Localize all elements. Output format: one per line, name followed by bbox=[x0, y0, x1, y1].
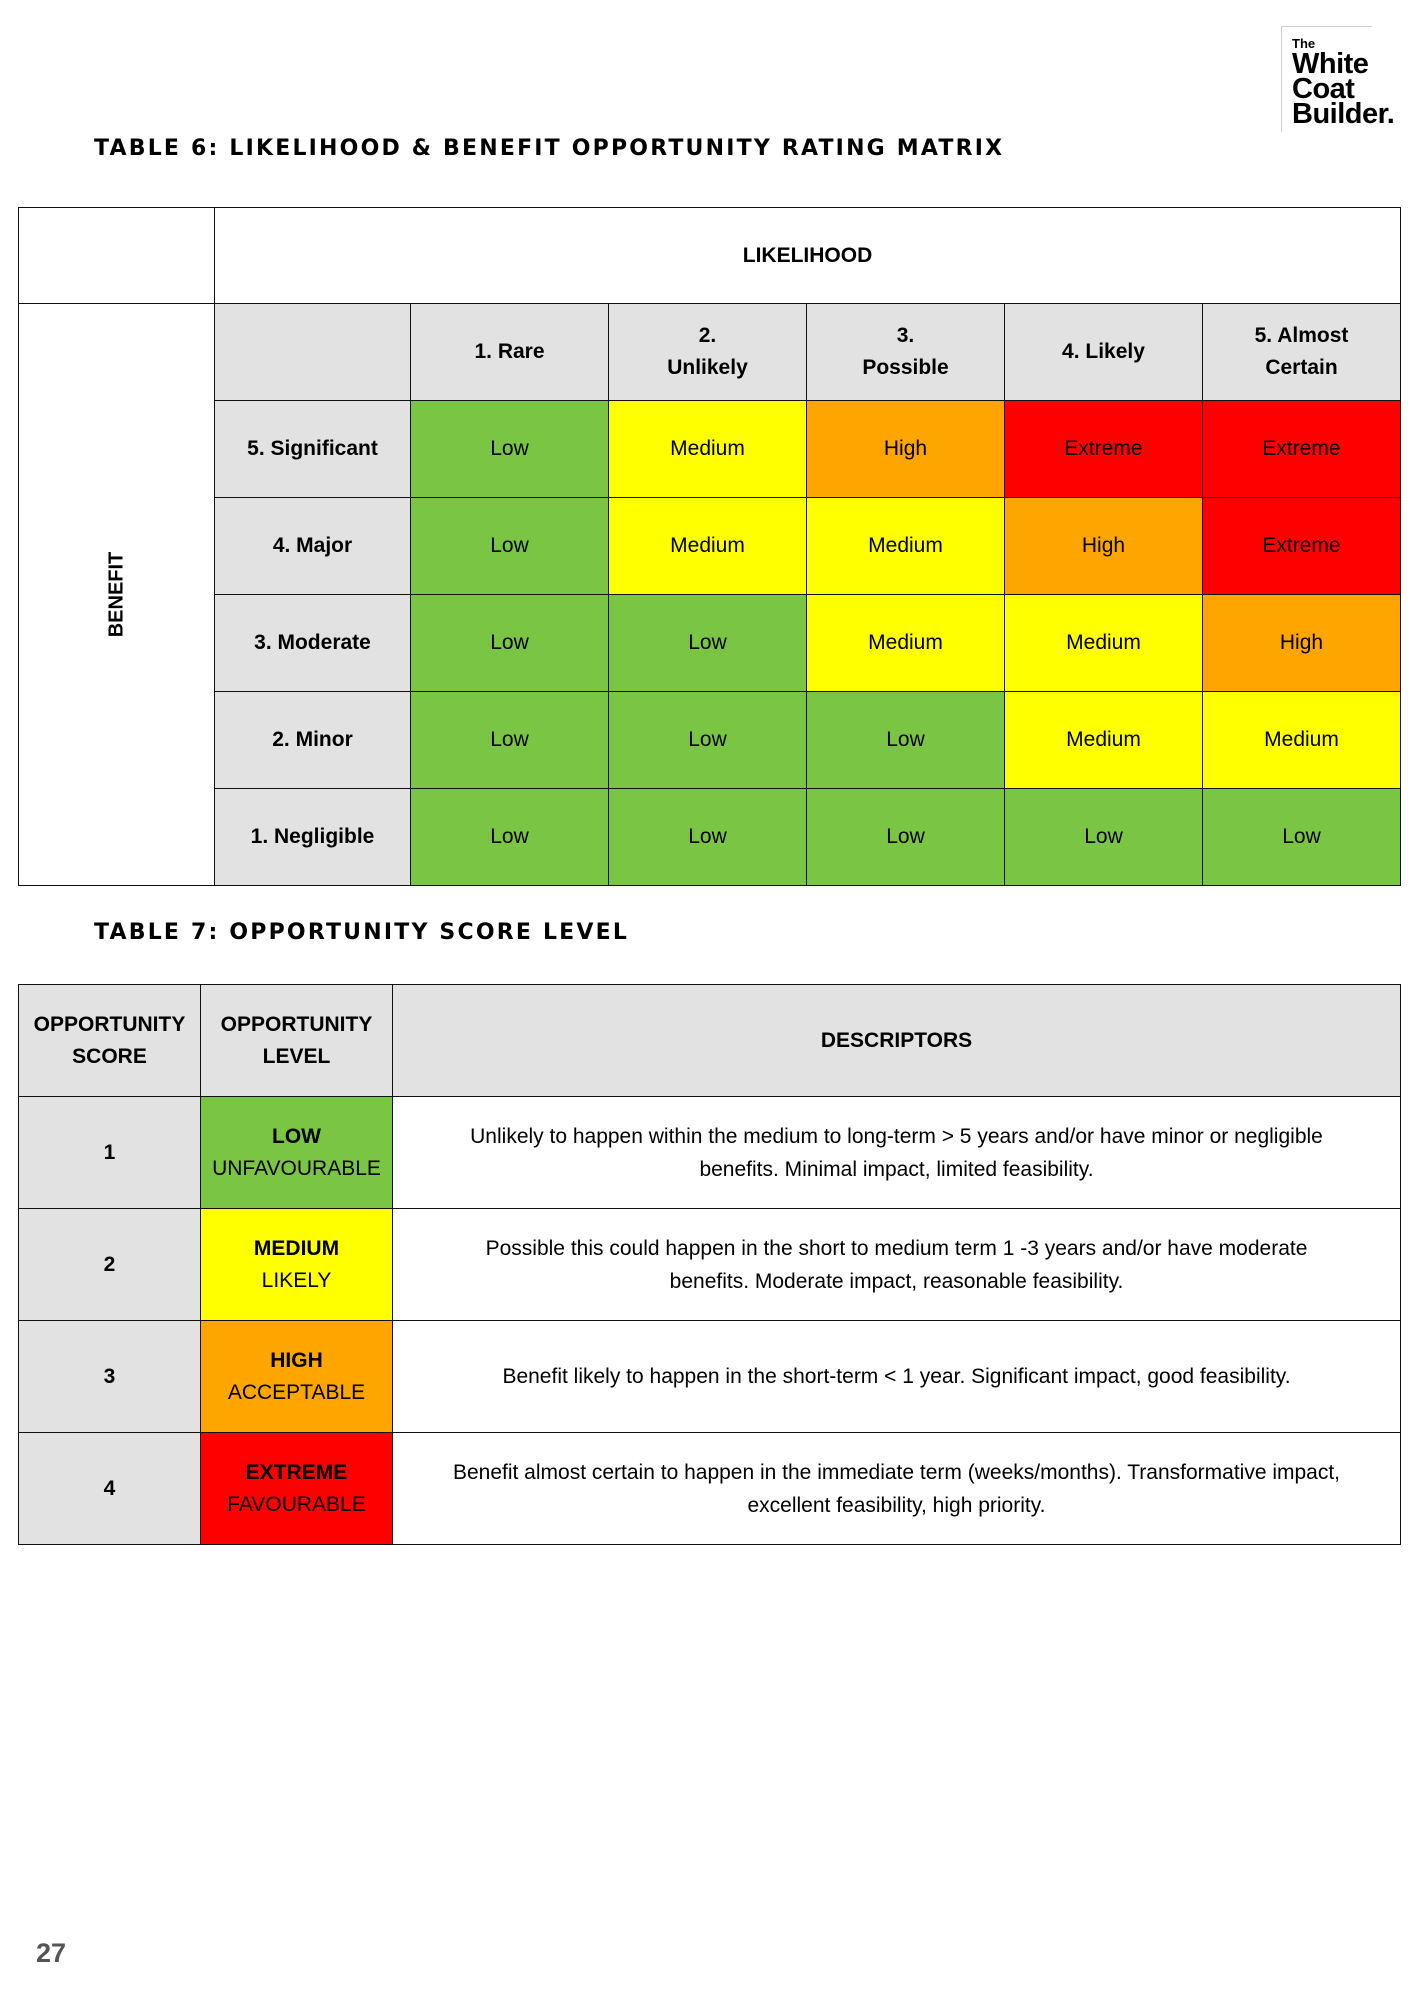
row-header-minor: 2. Minor bbox=[215, 692, 411, 789]
rating-matrix-table bbox=[18, 207, 1401, 886]
logo-line-2: Coat bbox=[1292, 73, 1355, 105]
matrix-cell: Low bbox=[411, 498, 609, 595]
level-header: OPPORTUNITY LEVEL bbox=[201, 985, 393, 1097]
matrix-cell: Medium bbox=[807, 498, 1005, 595]
level-cell-extreme: EXTREME FAVOURABLE bbox=[201, 1433, 393, 1545]
matrix-cell: High bbox=[1005, 498, 1203, 595]
matrix-cell: Medium bbox=[1203, 692, 1401, 789]
table-row bbox=[19, 1209, 1401, 1321]
matrix-cell: Low bbox=[807, 692, 1005, 789]
matrix-cell: Low bbox=[609, 692, 807, 789]
matrix-subcorner bbox=[215, 304, 411, 401]
matrix-cell: Extreme bbox=[1005, 401, 1203, 498]
matrix-cell: Extreme bbox=[1203, 401, 1401, 498]
logo-line-1: White bbox=[1292, 48, 1369, 80]
opportunity-score-table bbox=[18, 984, 1401, 1545]
descriptor-cell: Unlikely to happen within the medium to long-term > 5 years and/or have minor or negligible benefits. Minimal impact, limited feasibility. bbox=[393, 1097, 1401, 1209]
matrix-cell: Low bbox=[609, 789, 807, 886]
descriptor-cell: Benefit almost certain to happen in the immediate term (weeks/months). Transformative impact, excellent feasibility, high priority. bbox=[393, 1433, 1401, 1545]
descriptor-cell: Possible this could happen in the short to medium term 1 -3 years and/or have moderate benefits. Moderate impact, reasonable feasibility. bbox=[393, 1209, 1401, 1321]
table6-title: TABLE 6: LIKELIHOOD & BENEFIT OPPORTUNITY RATING MATRIX bbox=[94, 136, 1005, 161]
col-header-almost-certain: 5. Almost Certain bbox=[1203, 304, 1401, 401]
brand-logo bbox=[1281, 26, 1402, 132]
matrix-corner bbox=[19, 208, 215, 304]
matrix-cell: Low bbox=[1203, 789, 1401, 886]
table-row bbox=[19, 1097, 1401, 1209]
matrix-cell: Medium bbox=[807, 595, 1005, 692]
level-cell-medium: MEDIUM LIKELY bbox=[201, 1209, 393, 1321]
score-cell: 1 bbox=[19, 1097, 201, 1209]
logo-line-3: Builder. bbox=[1292, 98, 1395, 130]
score-header: OPPORTUNITY SCORE bbox=[19, 985, 201, 1097]
matrix-cell: Low bbox=[411, 595, 609, 692]
row-header-negligible: 1. Negligible bbox=[215, 789, 411, 886]
matrix-cell: Low bbox=[411, 401, 609, 498]
table7-title: TABLE 7: OPPORTUNITY SCORE LEVEL bbox=[94, 920, 630, 945]
logo-the: The bbox=[1292, 36, 1316, 51]
matrix-cell: High bbox=[1203, 595, 1401, 692]
likelihood-header: LIKELIHOOD bbox=[215, 208, 1401, 304]
table-row bbox=[19, 1433, 1401, 1545]
matrix-cell: Extreme bbox=[1203, 498, 1401, 595]
matrix-cell: Medium bbox=[1005, 595, 1203, 692]
matrix-cell: Low bbox=[1005, 789, 1203, 886]
score-cell: 4 bbox=[19, 1433, 201, 1545]
descriptor-cell: Benefit likely to happen in the short-term < 1 year. Significant impact, good feasibility. bbox=[393, 1321, 1401, 1433]
score-cell: 3 bbox=[19, 1321, 201, 1433]
level-cell-low: LOW UNFAVOURABLE bbox=[201, 1097, 393, 1209]
matrix-cell: High bbox=[807, 401, 1005, 498]
benefit-label: BENEFIT bbox=[105, 551, 127, 638]
descriptors-header: DESCRIPTORS bbox=[393, 985, 1401, 1097]
level-cell-high: HIGH ACCEPTABLE bbox=[201, 1321, 393, 1433]
page-number: 27 bbox=[36, 1938, 67, 1968]
col-header-unlikely: 2. Unlikely bbox=[609, 304, 807, 401]
benefit-header-cell bbox=[19, 304, 215, 886]
row-header-significant: 5. Significant bbox=[215, 401, 411, 498]
col-header-likely: 4. Likely bbox=[1005, 304, 1203, 401]
col-header-rare: 1. Rare bbox=[411, 304, 609, 401]
matrix-cell: Low bbox=[411, 789, 609, 886]
matrix-cell: Low bbox=[411, 692, 609, 789]
row-header-moderate: 3. Moderate bbox=[215, 595, 411, 692]
matrix-cell: Medium bbox=[1005, 692, 1203, 789]
matrix-cell: Low bbox=[807, 789, 1005, 886]
table-row bbox=[19, 1321, 1401, 1433]
score-cell: 2 bbox=[19, 1209, 201, 1321]
matrix-cell: Medium bbox=[609, 498, 807, 595]
row-header-major: 4. Major bbox=[215, 498, 411, 595]
col-header-possible: 3. Possible bbox=[807, 304, 1005, 401]
matrix-cell: Medium bbox=[609, 401, 807, 498]
matrix-cell: Low bbox=[609, 595, 807, 692]
